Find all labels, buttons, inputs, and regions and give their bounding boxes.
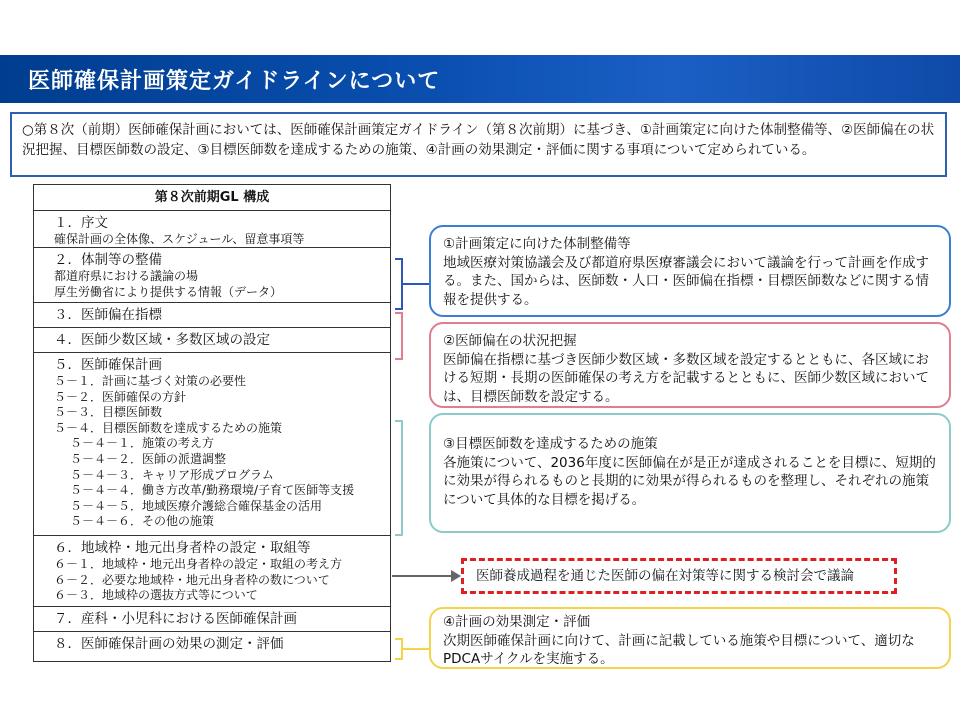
toc-subitem: ５－４－６．その他の施策 <box>70 514 215 529</box>
callout-box-4 <box>429 607 951 669</box>
callout-box-1 <box>429 225 951 317</box>
toc-subitem: ６－２．必要な地域枠・地元出身者枠の数について <box>54 572 330 587</box>
arrow-line <box>392 575 452 577</box>
page-title: 医師確保計画策定ガイドラインについて <box>28 69 441 94</box>
bracket-blue <box>395 258 403 310</box>
intro-summary: ○第８次（前期）医師確保計画においては、医師確保計画策定ガイドライン（第８次前期）に基づき、①計画策定に向けた体制整備等、②医師偏在の状況把握、目標医師数の設定、③目標医師数を達成するための施策、④計画の効果測定・評価に関する事項について定められている。 <box>10 112 947 177</box>
toc-subitem: ５－３．目標医師数 <box>54 405 163 420</box>
discussion-note: 医師養成過程を通じた医師の偏在対策等に関する検討会で議論 <box>461 558 897 594</box>
callout-body: 地域医療対策協議会及び都道府県医療審議会において議論を行って計画を作成する。また、国からは、医師数・人口・医師偏在指標・目標医師数などに関する情報を提供する。 <box>443 254 929 308</box>
toc-section-title: ６．地域枠・地元出身者枠の設定・取組等 <box>54 540 311 556</box>
callout-box-3 <box>429 413 951 533</box>
callout-body: 次期医師確保計画に向けて、計画に記載している施策や目標について、適切なPDCAサイクルを実施する。 <box>443 632 915 667</box>
toc-section-7 <box>33 607 391 632</box>
toc-subitem: ５－１．計画に基づく対策の必要性 <box>54 374 247 388</box>
toc-section-title: ８．医師確保計画の効果の測定・評価 <box>54 636 284 652</box>
toc-section-title: ７．産科・小児科における医師確保計画 <box>54 611 297 627</box>
toc-section-title: ２．体制等の整備 <box>54 252 162 268</box>
toc-section-6 <box>33 536 391 607</box>
toc-subitem: ６－３．地域枠の選抜方式等について <box>54 588 258 603</box>
toc-subitem: ５－４－４．働き方改革/勤務環境/子育て医師等支援 <box>70 483 355 498</box>
toc-subitem: ５－４．目標医師数を達成するための施策 <box>54 420 283 435</box>
callout-heading: ①計画策定に向けた体制整備等 <box>443 236 631 252</box>
toc-section-3 <box>33 303 391 328</box>
toc-section-5 <box>33 353 391 536</box>
gl-structure-header: 第８次前期GL 構成 <box>33 184 391 211</box>
bracket-pink <box>395 312 403 360</box>
toc-section-title: ４．医師少数区域・多数区域の設定 <box>54 332 270 348</box>
toc-section-1 <box>33 211 391 248</box>
toc-section-title: ３．医師偏在指標 <box>54 307 162 323</box>
callout-box-2 <box>429 322 951 408</box>
toc-subitem: ５－４－１．施策の考え方 <box>70 436 215 451</box>
callout-body: 医師偏在指標に基づき医師少数区域・多数区域を設定するとともに、各区域における短期・長期の医師確保の考え方を記載するとともに、医師少数区域においては、目標医師数を設定する。 <box>443 351 929 405</box>
callout-heading: ③目標医師数を達成するための施策 <box>443 436 658 452</box>
toc-subitem: ５－４－３．キャリア形成プログラム <box>70 467 274 482</box>
bracket-teal <box>395 420 403 536</box>
bracket-yellow <box>395 638 403 660</box>
callout-heading: ②医師偏在の状況把握 <box>443 333 577 349</box>
arrow-head-icon <box>451 570 461 582</box>
callout-heading: ④計画の効果測定・評価 <box>443 614 591 630</box>
bracket-blue-stub <box>403 283 429 285</box>
toc-subitem: ５－２．医師確保の方針 <box>54 389 187 404</box>
toc-subitem: 厚生労働省により提供する情報（データ） <box>54 284 283 299</box>
toc-section-title: ５．医師確保計画 <box>54 357 162 373</box>
toc-subitem: ５－４－２．医師の派遣調整 <box>70 451 227 466</box>
toc-subitem: 確保計画の全体像、スケジュール、留意事項等 <box>54 232 305 246</box>
bracket-yellow-stub <box>403 648 429 650</box>
toc-section-4 <box>33 328 391 353</box>
toc-subitem: ６－１．地域枠・地元出身者枠の設定・取組の考え方 <box>54 557 343 571</box>
toc-section-8 <box>33 632 391 662</box>
gl-structure-table <box>33 184 391 662</box>
toc-section-title: １．序文 <box>54 215 108 231</box>
toc-subitem: 都道府県における議論の場 <box>54 269 199 283</box>
toc-subitem: ５－４－５．地域医療介護総合確保基金の活用 <box>70 498 323 513</box>
callout-body: 各施策について、2036年度に医師偏在が是正が達成されることを目標に、短期的に効果が得られるものと長期的に効果が得られるものを整理し、それぞれの施策について具体的な目標を掲げる。 <box>443 454 936 508</box>
toc-section-2 <box>33 248 391 303</box>
